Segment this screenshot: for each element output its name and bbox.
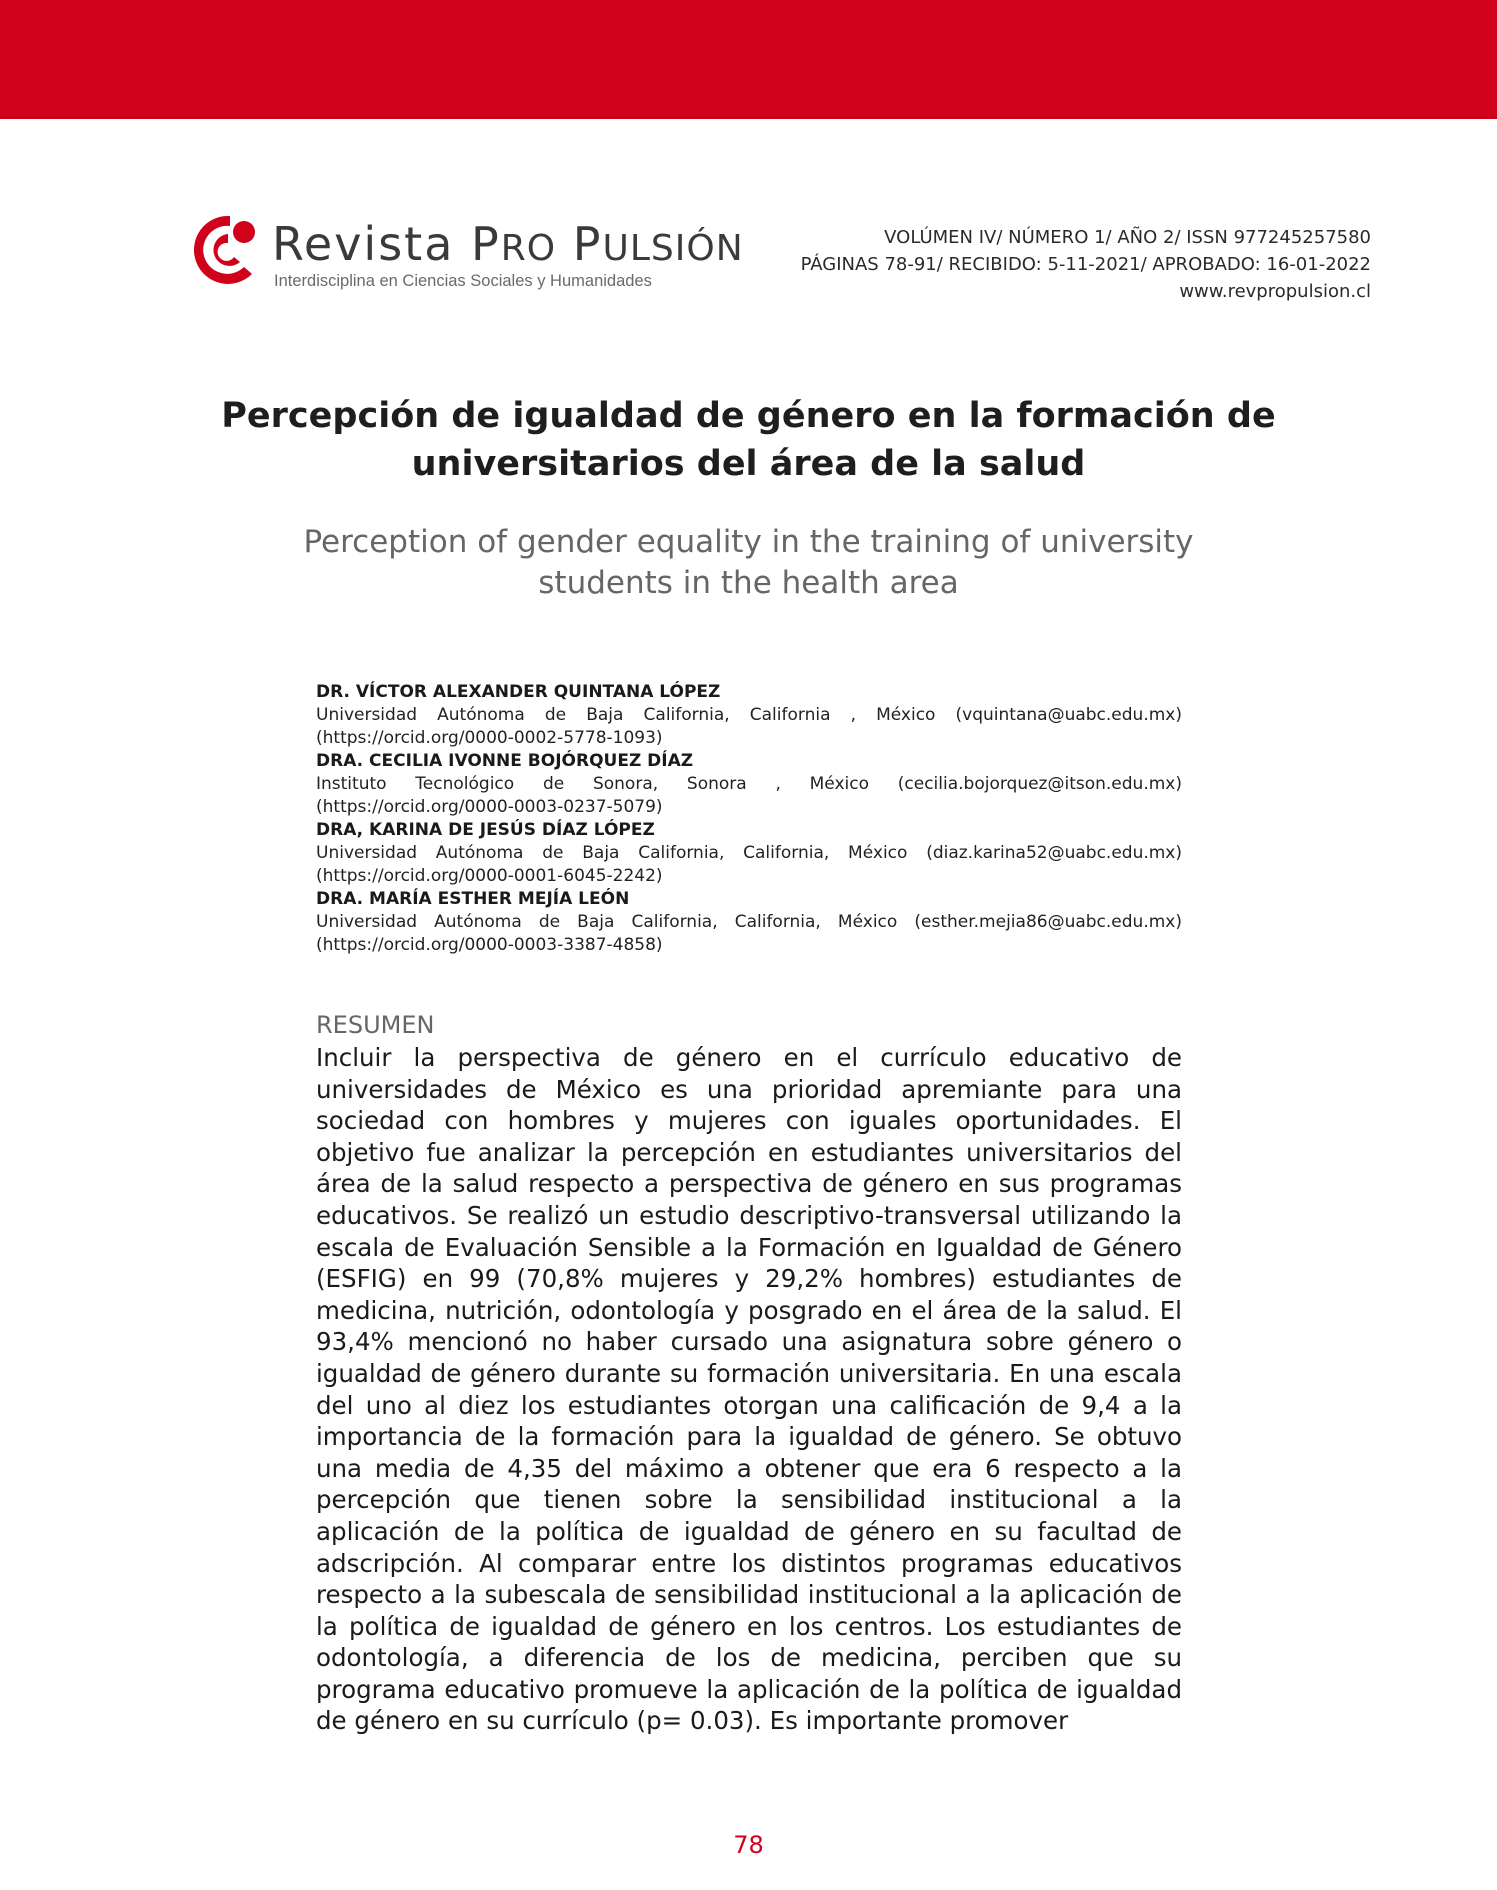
author-name: DRA. CECILIA IVONNE BOJÓRQUEZ DÍAZ bbox=[316, 751, 694, 771]
page-number: 78 bbox=[733, 1831, 764, 1859]
author-list bbox=[316, 681, 1182, 957]
author-entry bbox=[316, 819, 1182, 888]
author-name: DRA, KARINA DE JESÚS DÍAZ LÓPEZ bbox=[316, 820, 655, 840]
logo-tagline: Interdisciplina en Ciencias Sociales y Humanidades bbox=[274, 272, 652, 290]
abstract-body: Incluir la perspectiva de género en el currículo educativo de universidades de México es una prioridad apremiante para una sociedad con hombres y mujeres con iguales oportunidades. El objetivo fue analizar la percepción en estudiantes universitarios del área de la salud respecto a perspectiva de género en sus programas educativos. Se realizó un estudio descriptivo-transversal utilizando la escala de Evaluación Sensible a la Formación en Igualdad de Género (ESFIG) en 99 (70,8% mujeres y 29,2% hombres) estudiantes de medicina, nutrición, odontología y posgrado en el área de la salud. El 93,4% mencionó no haber cursado una asignatura sobre género o igualdad de género durante su formación universitaria. En una escala del uno al diez los estudiantes otorgan una calificación de 9,4 a la importancia de la formación para la igualdad de género. Se obtuvo una media de 4,35 del máximo a obtener que era 6 respecto a la percepción que tienen sobre la sensibilidad institucional a la aplicación de la política de igualdad de género en su facultad de adscripción. Al comparar entre los distintos programas educativos respecto a la subescala de sensibilidad institucional a la aplicación de la política de igualdad de género en los centros. Los estudiantes de odontología, a diferencia de los de medicina, perciben que su programa educativo promueve la aplicación de la política de igualdad de género en su currículo (p= 0.03). Es importante promover bbox=[316, 1043, 1182, 1736]
propulsion-logo-icon bbox=[190, 212, 260, 288]
abstract-heading: RESUMEN bbox=[316, 1011, 435, 1039]
article-title: Percepción de igualdad de género en la formación de universitarios del área de la salud bbox=[221, 396, 1276, 484]
article-subtitle-english: Perception of gender equality in the training of university students in the health area bbox=[303, 524, 1194, 601]
author-entry bbox=[316, 750, 1182, 819]
author-entry bbox=[316, 681, 1182, 750]
journal-url[interactable]: www.revpropulsion.cl bbox=[1179, 281, 1371, 302]
author-affiliation: Universidad Autónoma de Baja California, California, México (esther.mejia86@uabc.edu.mx) (https://orcid.org/0000-0003-3387-4858) bbox=[316, 912, 1182, 955]
journal-metadata bbox=[801, 224, 1371, 305]
author-entry bbox=[316, 888, 1182, 957]
pages-dates-line: PÁGINAS 78-91/ RECIBIDO: 5-11-2021/ APROBADO: 16-01-2022 bbox=[800, 254, 1371, 275]
author-affiliation: Universidad Autónoma de Baja California, California , México (vquintana@uabc.edu.mx) (https://orcid.org/0000-0002-5778-1093) bbox=[316, 705, 1182, 748]
author-affiliation: Instituto Tecnológico de Sonora, Sonora , México (cecilia.bojorquez@itson.edu.mx) (https://orcid.org/0000-0003-0237-5079) bbox=[316, 774, 1182, 817]
author-name: DRA. MARÍA ESTHER MEJÍA LEÓN bbox=[316, 889, 630, 909]
author-affiliation: Universidad Autónoma de Baja California, California, México (diaz.karina52@uabc.edu.mx) (https://orcid.org/0000-0001-6045-2242) bbox=[316, 843, 1182, 886]
top-color-band bbox=[0, 0, 1497, 119]
author-name: DR. VÍCTOR ALEXANDER QUINTANA LÓPEZ bbox=[316, 682, 721, 702]
volume-line: VOLÚMEN IV/ NÚMERO 1/ AÑO 2/ ISSN 977245257580 bbox=[884, 227, 1371, 248]
logo-wordmark: Revista PRO PULSIÓN bbox=[272, 217, 744, 271]
journal-logo[interactable] bbox=[190, 210, 744, 300]
